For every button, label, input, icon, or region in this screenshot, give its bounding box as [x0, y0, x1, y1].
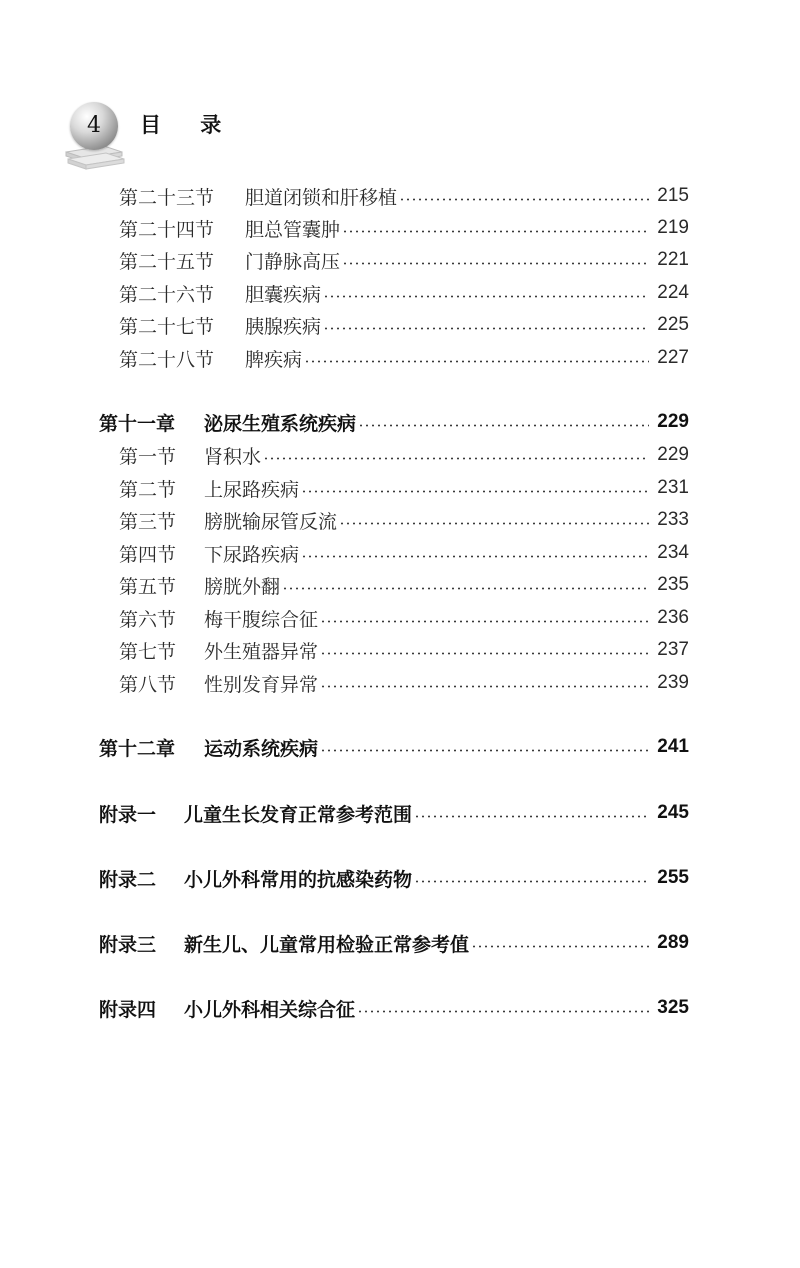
- toc-appendix[interactable]: [99, 927, 689, 959]
- toc-page: 233: [657, 509, 689, 530]
- header-title: 目 录: [140, 113, 238, 137]
- toc-label: 第四节: [119, 543, 177, 566]
- toc-page: 215: [657, 185, 689, 206]
- toc-label: 第六节: [119, 608, 177, 631]
- toc-label: 附录四: [99, 998, 157, 1021]
- toc-label: 第二十四节: [119, 218, 215, 241]
- toc-entry[interactable]: [119, 602, 689, 634]
- toc-page: 221: [657, 249, 689, 270]
- dot-leader: [304, 360, 649, 363]
- toc-entry[interactable]: [119, 472, 689, 504]
- dot-leader: [320, 685, 649, 688]
- toc-label: 第十一章: [99, 412, 176, 435]
- dot-leader: [414, 815, 649, 818]
- toc-title: 泌尿生殖系统疾病: [204, 412, 357, 435]
- dot-leader: [471, 945, 649, 948]
- toc-page: 229: [657, 411, 689, 432]
- toc-title: 胰腺疾病: [245, 315, 322, 338]
- toc-label: 第八节: [119, 673, 177, 696]
- toc-label: 附录二: [99, 868, 157, 891]
- toc-title: 脾疾病: [245, 348, 303, 371]
- toc-page: 229: [657, 444, 689, 465]
- toc-title: 下尿路疾病: [204, 543, 300, 566]
- page-header: [64, 100, 264, 170]
- toc-appendix[interactable]: [99, 992, 689, 1024]
- toc-entry[interactable]: [119, 537, 689, 569]
- toc-title: 梅干腹综合征: [204, 608, 319, 631]
- toc-label: 第二节: [119, 478, 177, 501]
- toc-page: 245: [657, 802, 689, 823]
- toc-label: 附录三: [99, 933, 157, 956]
- toc-label: 附录一: [99, 803, 157, 826]
- toc-label: 第二十六节: [119, 283, 215, 306]
- toc-page: 225: [657, 314, 689, 335]
- toc-title: 门静脉高压: [245, 250, 341, 273]
- toc-entry[interactable]: [119, 439, 689, 471]
- toc-entry[interactable]: [119, 277, 689, 309]
- toc-title: 性别发育异常: [204, 673, 319, 696]
- dot-leader: [357, 1010, 649, 1013]
- toc-appendix[interactable]: [99, 797, 689, 829]
- toc-page: 236: [657, 607, 689, 628]
- toc-label: 第二十五节: [119, 250, 215, 273]
- dot-leader: [301, 555, 649, 558]
- dot-leader: [339, 522, 649, 525]
- dot-leader: [342, 262, 649, 265]
- toc-title: 胆道闭锁和肝移植: [245, 186, 398, 209]
- toc-title: 小儿外科常用的抗感染药物: [184, 868, 413, 891]
- toc-title: 儿童生长发育正常参考范围: [184, 803, 413, 826]
- toc-label: 第二十八节: [119, 348, 215, 371]
- toc-title: 外生殖器异常: [204, 640, 319, 663]
- toc-entry[interactable]: [119, 667, 689, 699]
- toc-page: 219: [657, 217, 689, 238]
- toc-page: 231: [657, 477, 689, 498]
- toc-title: 胆囊疾病: [245, 283, 322, 306]
- toc-page: 255: [657, 867, 689, 888]
- toc-page: 235: [657, 574, 689, 595]
- toc-entry[interactable]: [119, 244, 689, 276]
- toc-page: 241: [657, 736, 689, 757]
- toc-entry[interactable]: [119, 569, 689, 601]
- toc-page: 289: [657, 932, 689, 953]
- dot-leader: [320, 620, 649, 623]
- toc-label: 第一节: [119, 445, 177, 468]
- toc-title: 新生儿、儿童常用检验正常参考值: [184, 933, 470, 956]
- dot-leader: [342, 230, 649, 233]
- toc-title: 小儿外科相关综合征: [184, 998, 356, 1021]
- toc-label: 第七节: [119, 640, 177, 663]
- toc-label: 第二十三节: [119, 186, 215, 209]
- dot-leader: [358, 424, 649, 427]
- toc-page: 325: [657, 997, 689, 1018]
- toc-entry[interactable]: [119, 504, 689, 536]
- dot-leader: [282, 587, 649, 590]
- dot-leader: [320, 749, 649, 752]
- dot-leader: [323, 295, 649, 298]
- dot-leader: [399, 198, 649, 201]
- toc-title: 上尿路疾病: [204, 478, 300, 501]
- toc-page: 224: [657, 282, 689, 303]
- dot-leader: [320, 652, 649, 655]
- toc-title: 膀胱外翻: [204, 575, 281, 598]
- dot-leader: [323, 327, 649, 330]
- page-number: 4: [87, 113, 101, 138]
- toc-chapter[interactable]: [99, 406, 689, 438]
- toc-title: 胆总管囊肿: [245, 218, 341, 241]
- toc-entry[interactable]: [119, 212, 689, 244]
- dot-leader: [301, 490, 649, 493]
- toc-page: 227: [657, 347, 689, 368]
- toc-entry[interactable]: [119, 180, 689, 212]
- toc-label: 第三节: [119, 510, 177, 533]
- toc-label: 第五节: [119, 575, 177, 598]
- toc-appendix[interactable]: [99, 862, 689, 894]
- toc-chapter[interactable]: [99, 731, 689, 763]
- toc-page: 239: [657, 672, 689, 693]
- toc-entry[interactable]: [119, 342, 689, 374]
- toc-title: 肾积水: [204, 445, 262, 468]
- toc-entry[interactable]: [119, 309, 689, 341]
- dot-leader: [414, 880, 649, 883]
- toc-page: 234: [657, 542, 689, 563]
- dot-leader: [263, 457, 649, 460]
- toc-title: 膀胱输尿管反流: [204, 510, 338, 533]
- toc-label: 第二十七节: [119, 315, 215, 338]
- toc-title: 运动系统疾病: [204, 737, 319, 760]
- toc-entry[interactable]: [119, 634, 689, 666]
- toc-page: 237: [657, 639, 689, 660]
- toc-label: 第十二章: [99, 737, 176, 760]
